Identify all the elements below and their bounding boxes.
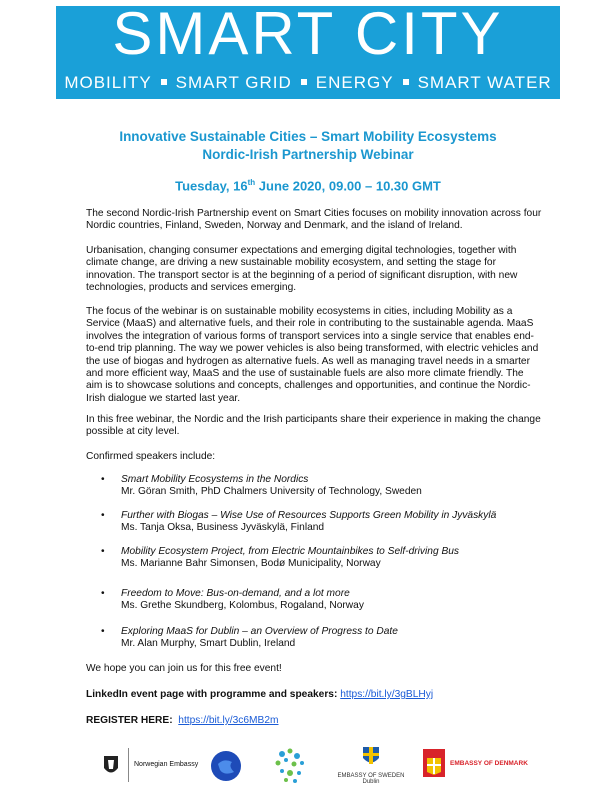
sponsor-logos (86, 742, 546, 790)
page-subtitle: Nordic-Irish Partnership Webinar (202, 147, 414, 162)
swedish-crest-icon (360, 744, 382, 768)
event-date: Tuesday, 16th June 2020, 09.00 – 10.30 GMT (175, 178, 441, 194)
banner-item-smart-grid: SMART GRID (175, 73, 292, 92)
speaker-item (101, 546, 546, 571)
webinar-paragraph: In this free webinar, the Nordic and the Irish participants share their experience in making the change possible at city level. (86, 414, 541, 438)
register-line (86, 715, 542, 727)
page-title: Innovative Sustainable Cities – Smart Mobility Ecosystems (119, 129, 497, 144)
banner-item-smart-water: SMART WATER (417, 73, 552, 92)
speaker-name: Ms. Marianne Bahr Simonsen, Bodø Municipality, Norway (121, 558, 381, 570)
speaker-item (101, 588, 546, 613)
context-paragraph: Urbanisation, changing consumer expectations and emerging digital technologies, together with climate change, are driving a new sustainable mobility ecosystem, and setting the stage for innovation. The transport sector is at the beginning of a period of significant disruption, with new technologies, products and services emerging. (86, 245, 518, 294)
bullet-icon: • (101, 626, 105, 637)
speaker-name: Ms. Tanja Oksa, Business Jyväskylä, Finland (121, 522, 325, 534)
speaker-item (101, 474, 546, 499)
blue-globe-icon (210, 750, 242, 782)
closing-text: We hope you can join us for this free event! (86, 663, 282, 674)
bullet-icon: • (101, 474, 105, 485)
bullet-icon: • (101, 588, 105, 599)
linkedin-label: LinkedIn event page with programme and speakers: (86, 689, 338, 700)
talk-title: Mobility Ecosystem Project, from Electric Mountainbikes to Self-driving Bus (121, 546, 460, 557)
globe-logo (210, 750, 242, 787)
speakers-intro: Confirmed speakers include: (86, 451, 216, 462)
norway-label: Norwegian Embassy (134, 761, 199, 768)
square-bullet-icon (161, 79, 167, 85)
bullet-icon: • (101, 546, 105, 557)
linkedin-link[interactable]: https://bit.ly/3gBLHyj (340, 689, 434, 700)
register-label: REGISTER HERE: (86, 715, 173, 726)
linkedin-line (86, 689, 542, 701)
speaker-name: Mr. Alan Murphy, Smart Dublin, Ireland (121, 638, 296, 650)
speaker-item (101, 626, 546, 651)
sweden-city-label: Dublin (362, 779, 380, 785)
speaker-name: Ms. Grethe Skundberg, Kolombus, Rogaland, Norway (121, 600, 364, 612)
nordic-smart-cities-logo (272, 746, 308, 791)
register-link[interactable]: https://bit.ly/3c6MB2m (178, 715, 279, 726)
talk-title: Exploring MaaS for Dublin – an Overview of Progress to Date (121, 626, 398, 637)
banner-item-mobility: MOBILITY (64, 73, 152, 92)
speaker-item (101, 510, 546, 535)
norwegian-embassy-logo (100, 748, 210, 784)
focus-paragraph: The focus of the webinar is on sustainable mobility ecosystems in cities, including Mobility as a Service (MaaS) and alternative fuels, and their role in contributing to the sustainable agenda. MaaS involves the integration of various forms of transport services into a single service that enables end-to-end trip planning. The way we power vehicles is also being transformed, with electric vehicles and the use of biogas and hydrogen as alternative fuels. As well as managing travel needs in a smarter and more efficient way, MaaS and the use of sustainable fuels are also more climate friendly. The aim is to showcase solutions and concepts, challenges and opportunities, and continue the Nordic-Irish dialogue we started last year. (86, 306, 539, 404)
talk-title: Smart Mobility Ecosystems in the Nordics (121, 474, 309, 485)
banner-title: SMART CITY (112, 0, 504, 67)
embassy-sweden-logo (336, 744, 406, 785)
square-bullet-icon (301, 79, 307, 85)
logo-divider (128, 748, 129, 782)
smart-city-banner (56, 0, 560, 99)
banner-item-energy: ENERGY (315, 73, 394, 92)
talk-title: Freedom to Move: Bus-on-demand, and a lot more (121, 588, 350, 599)
norway-lion-icon (100, 752, 122, 778)
dotted-cluster-icon (272, 746, 308, 786)
bullet-icon: • (101, 510, 105, 521)
banner-subtitle (56, 72, 560, 94)
intro-paragraph: The second Nordic-Irish Partnership event on Smart Cities focuses on mobility innovation across four Nordic countries, Finland, Sweden, Norway and Denmark, and the island of Ireland. (86, 208, 542, 232)
sweden-label: EMBASSY OF SWEDEN (337, 773, 405, 779)
denmark-label: EMBASSY OF DENMARK (450, 760, 528, 767)
danish-crest-icon (422, 748, 446, 778)
speaker-name: Mr. Göran Smith, PhD Chalmers University of Technology, Sweden (121, 486, 422, 498)
square-bullet-icon (403, 79, 409, 85)
talk-title: Further with Biogas – Wise Use of Resources Supports Green Mobility in Jyväskylä (121, 510, 497, 521)
